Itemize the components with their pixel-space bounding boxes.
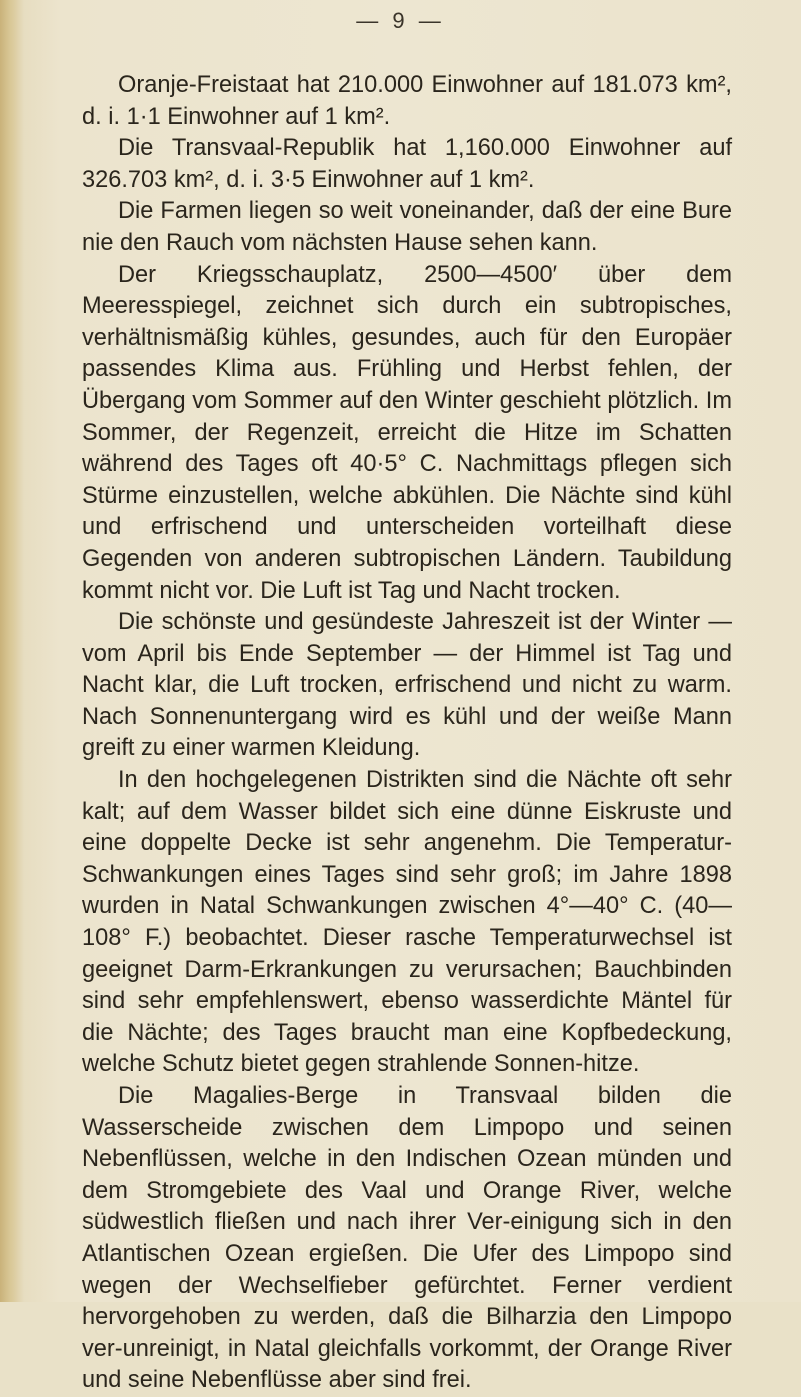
paragraph-kriegsschauplatz: Der Kriegsschauplatz, 2500—4500′ über dem Meeresspiegel, zeichnet sich durch ein subtropisches, verhältnismäßig kühles, gesundes, auch für den Europäer passendes Klima aus. Frühling und Herbst fehlen, der Übergang vom Sommer auf den Winter geschieht plötzlich. Im Sommer, der Regenzeit, erreicht die Hitze im Schatten während des Tages oft 40·5° C. Nachmittags pflegen sich Stürme einzustellen, welche abkühlen. Die Nächte sind kühl und erfrischend und unterscheiden vorteilhaft diese Gegenden von anderen subtropischen Ländern. Taubildung kommt nicht vor. Die Luft ist Tag und Nacht trocken. [82, 261, 732, 604]
paragraph-distrikte: In den hochgelegenen Distrikten sind die Nächte oft sehr kalt; auf dem Wasser bildet sich eine dünne Eiskruste und eine doppelte Decke ist sehr angenehm. Die Temperatur-Schwankungen eines Tages sind sehr groß; im Jahre 1898 wurden in Natal Schwankungen zwischen 4°—40° C. (40—108° F.) beobachtet. Dieser rasche Temperaturwechsel ist geeignet Darm-Erkrankungen zu verursachen; Bauchbinden sind sehr empfehlenswert, ebenso wasserdichte Mäntel für die Nächte; des Tages braucht man eine Kopfbedeckung, welche Schutz bietet gegen strahlende Sonnen-hitze. [82, 767, 732, 1078]
page-number: — 9 — [356, 8, 445, 33]
paragraph-jahreszeit: Die schönste und gesündeste Jahreszeit ist der Winter — vom April bis Ende September — der Himmel ist Tag und Nacht klar, die Luft trocken, erfrischend und nicht zu warm. Nach Sonnenuntergang wird es kühl und der weiße Mann greift zu einer warmen Kleidung. [82, 609, 732, 762]
paragraph-oranje-freistaat: Oranje-Freistaat hat 210.000 Einwohner auf 181.073 km², d. i. 1·1 Einwohner auf 1 km². [82, 72, 732, 130]
page-gutter [0, 0, 24, 1302]
paragraph-transvaal: Die Transvaal-Republik hat 1,160.000 Einwohner auf 326.703 km², d. i. 3·5 Einwohner auf 1 km². [82, 135, 732, 193]
paragraph-magalies-berge: Die Magalies-Berge in Transvaal bilden die Wasserscheide zwischen dem Limpopo und seinen Nebenflüssen, welche in den Indischen Ozean münden und dem Stromgebiete des Vaal und Orange River, welche südwestlich fließen und nach ihrer Ver-einigung sich in den Atlantischen Ozean ergießen. Die Ufer des Limpopo sind wegen der Wechselfieber gefürchtet. Ferner verdient hervorgehoben zu werden, daß die Bilharzia den Limpopo ver-unreinigt, in Natal gleichfalls vorkommt, der Orange River und seine Nebenflüsse aber sind frei. [82, 1083, 732, 1394]
paragraph-farmen: Die Farmen liegen so weit voneinander, daß der eine Bure nie den Rauch vom nächsten Hause sehen kann. [82, 198, 732, 256]
body-text [82, 70, 732, 1397]
